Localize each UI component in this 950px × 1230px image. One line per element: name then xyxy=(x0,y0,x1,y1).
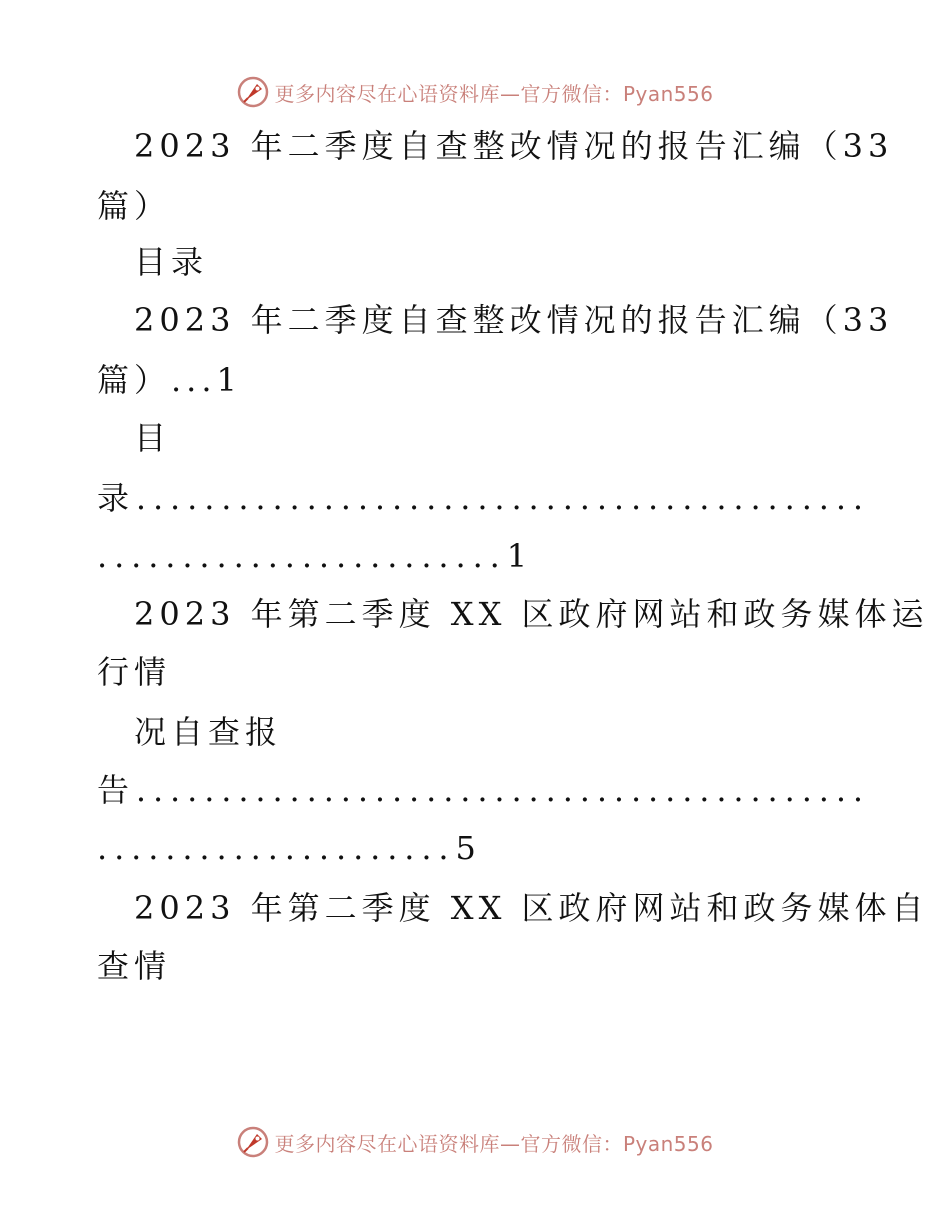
pen-nib-circle-icon xyxy=(236,1125,270,1159)
header-banner xyxy=(0,72,950,112)
banner-text: 更多内容尽在心语资料库—官方微信：Pyan556 xyxy=(274,1131,714,1156)
toc-entry-3-line-2: 行情 xyxy=(97,653,172,691)
toc-entry-2-line-2: 录........................................... xyxy=(97,479,870,517)
toc-entry-4-line-2: 查情 xyxy=(97,947,172,985)
footer-banner xyxy=(0,1122,950,1162)
toc-entry-2-line-3: ........................1 xyxy=(97,537,534,575)
doc-title-line-1: 2023 年二季度自查整改情况的报告汇编（33 xyxy=(134,127,894,165)
doc-title-line-2: 篇） xyxy=(97,187,172,225)
toc-entry-3-line-4: 告........................................... xyxy=(97,771,870,809)
toc-entry-2-line-1: 目 xyxy=(134,419,172,457)
toc-entry-4-line-1: 2023 年第二季度 XX 区政府网站和政务媒体自 xyxy=(134,889,929,927)
toc-entry-1-line-1: 2023 年二季度自查整改情况的报告汇编（33 xyxy=(134,301,894,339)
banner-text: 更多内容尽在心语资料库—官方微信：Pyan556 xyxy=(274,81,714,106)
toc-entry-3-line-5: .....................5 xyxy=(97,829,483,867)
toc-entry-3-line-3: 况自查报 xyxy=(134,713,283,751)
toc-entry-3-line-1: 2023 年第二季度 XX 区政府网站和政务媒体运 xyxy=(134,595,929,633)
toc-heading: 目录 xyxy=(134,243,209,281)
pen-nib-circle-icon xyxy=(236,75,270,109)
toc-entry-1-line-2: 篇）...1 xyxy=(97,361,242,399)
